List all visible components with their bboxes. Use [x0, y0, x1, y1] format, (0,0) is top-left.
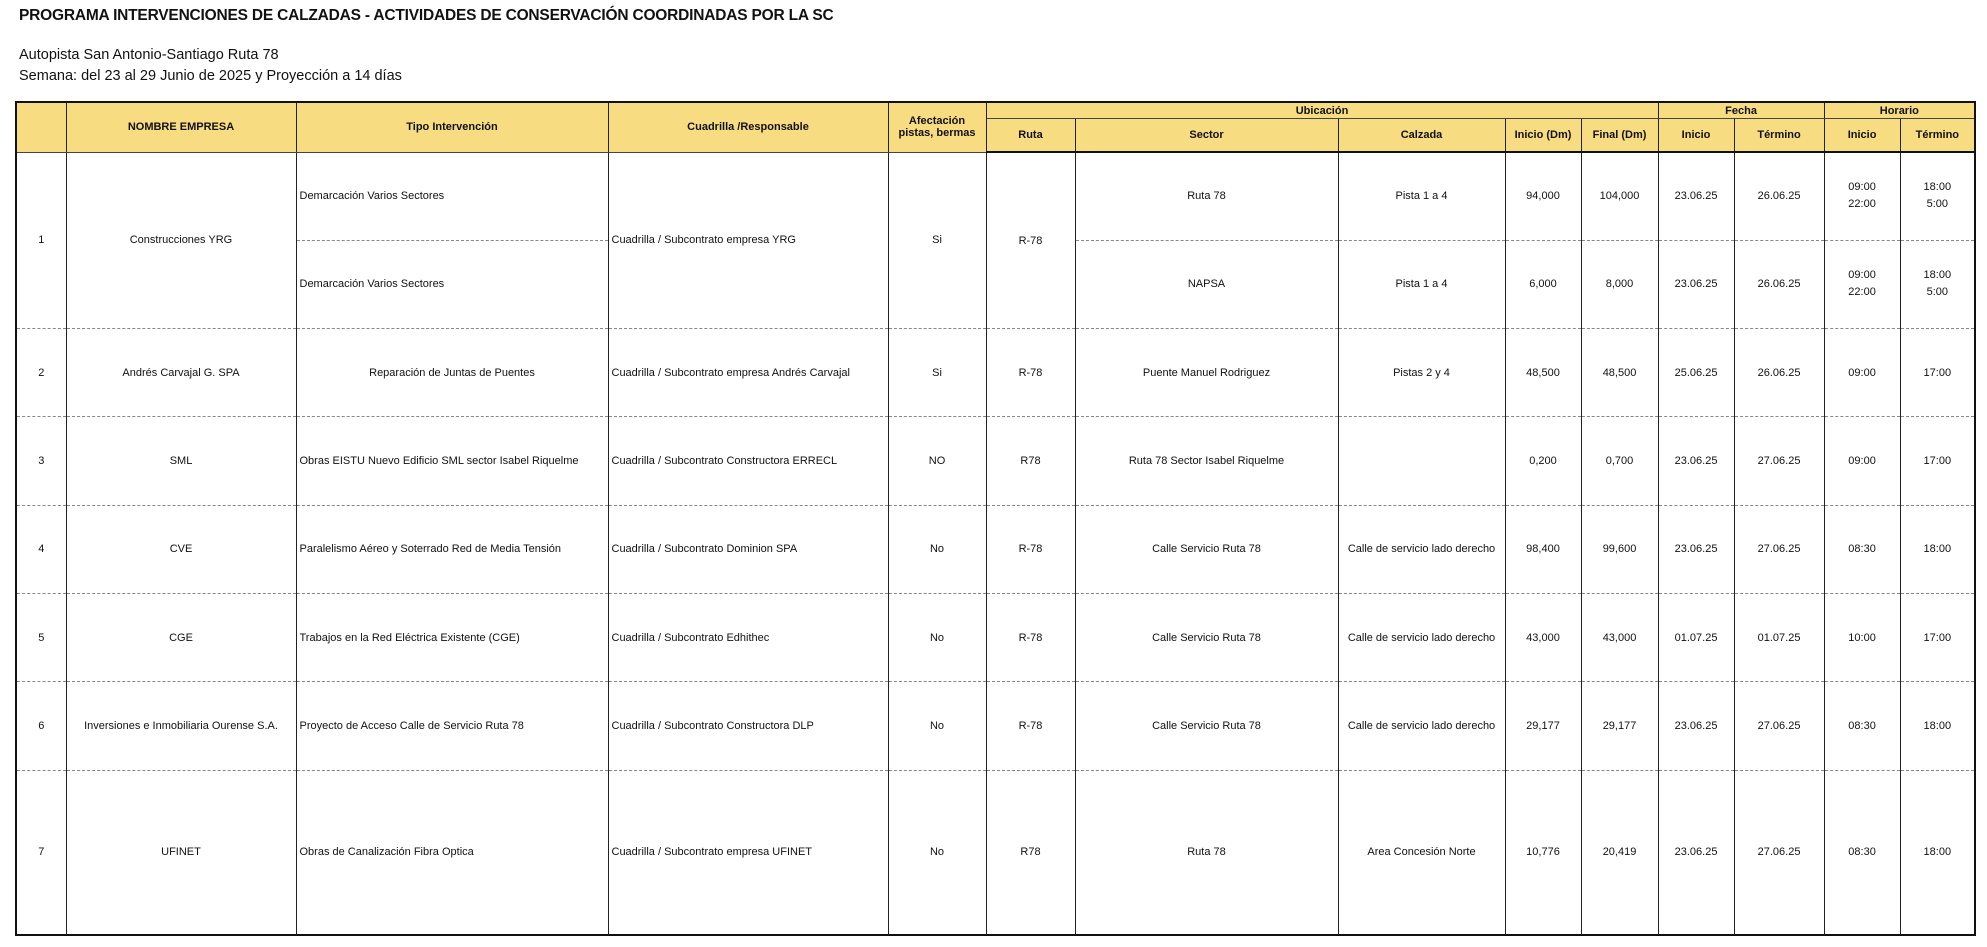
fecha-inicio-cell: 23.06.25 [1658, 770, 1734, 935]
header-final-dm: Final (Dm) [1581, 119, 1658, 153]
fecha-inicio-cell: 23.06.25 [1658, 682, 1734, 770]
horario-termino-cell: 18:00 [1900, 770, 1975, 935]
calzada-cell: Calle de servicio lado derecho [1338, 594, 1505, 682]
row-number: 5 [16, 594, 66, 682]
subtitle-week: Semana: del 23 al 29 Junio de 2025 y Proyección a 14 días [19, 68, 402, 84]
header-ruta: Ruta [986, 119, 1075, 153]
table-header [16, 102, 1975, 152]
inicio-dm-cell: 0,200 [1505, 417, 1581, 505]
interventions-table [15, 101, 1976, 936]
header-ubicacion: Ubicación [986, 102, 1658, 119]
fecha-inicio-cell: 01.07.25 [1658, 594, 1734, 682]
fecha-inicio-cell: 23.06.25 [1658, 417, 1734, 505]
cuadrilla-cell: Cuadrilla / Subcontrato empresa UFINET [608, 770, 888, 935]
sector-cell: Ruta 78 [1075, 152, 1338, 240]
horario-inicio-cell: 08:30 [1824, 505, 1900, 593]
cuadrilla-cell: Cuadrilla / Subcontrato empresa YRG [608, 152, 888, 329]
final-dm-cell: 43,000 [1581, 594, 1658, 682]
inicio-dm-cell: 98,400 [1505, 505, 1581, 593]
empresa-cell: Andrés Carvajal G. SPA [66, 329, 296, 417]
calzada-cell: Pistas 2 y 4 [1338, 329, 1505, 417]
horario-inicio-cell: 08:30 [1824, 770, 1900, 935]
tipo-cell: Trabajos en la Red Eléctrica Existente (CGE) [296, 594, 608, 682]
row-number: 4 [16, 505, 66, 593]
afectacion-cell: Si [888, 152, 986, 329]
cuadrilla-cell: Cuadrilla / Subcontrato Edhithec [608, 594, 888, 682]
inicio-dm-cell: 6,000 [1505, 240, 1581, 328]
horario-termino-cell: 17:00 [1900, 417, 1975, 505]
row-number: 7 [16, 770, 66, 935]
final-dm-cell: 20,419 [1581, 770, 1658, 935]
fecha-inicio-cell: 25.06.25 [1658, 329, 1734, 417]
final-dm-cell: 0,700 [1581, 417, 1658, 505]
tipo-cell: Reparación de Juntas de Puentes [296, 329, 608, 417]
table-row [16, 505, 1975, 593]
inicio-dm-cell: 10,776 [1505, 770, 1581, 935]
inicio-dm-cell: 48,500 [1505, 329, 1581, 417]
empresa-cell: Inversiones e Inmobiliaria Ourense S.A. [66, 682, 296, 770]
afectacion-cell: Si [888, 329, 986, 417]
horario-inicio-cell: 10:00 [1824, 594, 1900, 682]
fecha-termino-cell: 26.06.25 [1734, 152, 1824, 240]
header-sector: Sector [1075, 119, 1338, 153]
tipo-cell: Paralelismo Aéreo y Soterrado Red de Media Tensión [296, 505, 608, 593]
horario-termino-cell [1900, 152, 1975, 240]
horario-inicio-cell [1824, 240, 1900, 328]
tipo-cell: Demarcación Varios Sectores [296, 152, 608, 240]
header-fecha: Fecha [1658, 102, 1824, 119]
horario-termino-cell: 18:00 [1900, 505, 1975, 593]
table-row [16, 770, 1975, 935]
header-fecha-termino: Término [1734, 119, 1824, 153]
header-fecha-inicio: Inicio [1658, 119, 1734, 153]
fecha-termino-cell: 26.06.25 [1734, 329, 1824, 417]
fecha-inicio-cell: 23.06.25 [1658, 152, 1734, 240]
horario-inicio-2: 22:00 [1848, 198, 1876, 211]
ruta-cell: R78 [986, 417, 1075, 505]
final-dm-cell: 48,500 [1581, 329, 1658, 417]
header-horario: Horario [1824, 102, 1975, 119]
header-tipo: Tipo Intervención [296, 102, 608, 152]
calzada-cell: Pista 1 a 4 [1338, 240, 1505, 328]
document-title: PROGRAMA INTERVENCIONES DE CALZADAS - ACTIVIDADES DE CONSERVACIÓN COORDINADAS POR LA SC [19, 7, 834, 24]
header-horario-termino: Término [1900, 119, 1975, 153]
empresa-cell: CVE [66, 505, 296, 593]
final-dm-cell: 104,000 [1581, 152, 1658, 240]
afectacion-cell: No [888, 770, 986, 935]
table-row [16, 152, 1975, 240]
empresa-cell: Construcciones YRG [66, 152, 296, 329]
calzada-cell: Area Concesión Norte [1338, 770, 1505, 935]
tipo-cell: Obras de Canalización Fibra Optica [296, 770, 608, 935]
row-number: 1 [16, 152, 66, 329]
fecha-termino-cell: 26.06.25 [1734, 240, 1824, 328]
tipo-cell: Proyecto de Acceso Calle de Servicio Ruta 78 [296, 682, 608, 770]
horario-inicio-cell [1824, 152, 1900, 240]
empresa-cell: CGE [66, 594, 296, 682]
tipo-cell: Obras EISTU Nuevo Edificio SML sector Isabel Riquelme [296, 417, 608, 505]
table-row [16, 682, 1975, 770]
afectacion-cell: NO [888, 417, 986, 505]
horario-inicio-cell: 09:00 [1824, 417, 1900, 505]
afectacion-cell: No [888, 682, 986, 770]
sector-cell: Puente Manuel Rodriguez [1075, 329, 1338, 417]
horario-inicio-1: 09:00 [1848, 181, 1876, 194]
ruta-cell: R-78 [986, 152, 1075, 329]
horario-inicio-2: 22:00 [1848, 286, 1876, 299]
header-num [16, 102, 66, 152]
header-afectacion-l2: pistas, bermas [898, 127, 976, 140]
horario-inicio-1: 09:00 [1848, 269, 1876, 282]
cuadrilla-cell: Cuadrilla / Subcontrato Constructora ERRECL [608, 417, 888, 505]
table-row [16, 594, 1975, 682]
final-dm-cell: 99,600 [1581, 505, 1658, 593]
empresa-cell: SML [66, 417, 296, 505]
cuadrilla-cell: Cuadrilla / Subcontrato Constructora DLP [608, 682, 888, 770]
inicio-dm-cell: 29,177 [1505, 682, 1581, 770]
horario-termino-cell: 17:00 [1900, 594, 1975, 682]
subtitle-highway: Autopista San Antonio-Santiago Ruta 78 [19, 47, 279, 63]
table-row [16, 417, 1975, 505]
header-afectacion [888, 102, 986, 152]
ruta-cell: R-78 [986, 682, 1075, 770]
header-horario-inicio: Inicio [1824, 119, 1900, 153]
header-inicio-dm: Inicio (Dm) [1505, 119, 1581, 153]
calzada-cell: Pista 1 a 4 [1338, 152, 1505, 240]
afectacion-cell: No [888, 505, 986, 593]
horario-termino-1: 18:00 [1923, 269, 1952, 282]
final-dm-cell: 8,000 [1581, 240, 1658, 328]
horario-termino-cell [1900, 240, 1975, 328]
horario-inicio-cell: 08:30 [1824, 682, 1900, 770]
ruta-cell: R-78 [986, 505, 1075, 593]
horario-termino-cell: 18:00 [1900, 682, 1975, 770]
tipo-cell: Demarcación Varios Sectores [296, 240, 608, 328]
inicio-dm-cell: 94,000 [1505, 152, 1581, 240]
ruta-cell: R-78 [986, 329, 1075, 417]
cuadrilla-cell: Cuadrilla / Subcontrato empresa Andrés Carvajal [608, 329, 888, 417]
horario-inicio-cell: 09:00 [1824, 329, 1900, 417]
row-number: 3 [16, 417, 66, 505]
header-afectacion-l1: Afectación [908, 115, 966, 128]
ruta-cell: R-78 [986, 594, 1075, 682]
afectacion-cell: No [888, 594, 986, 682]
row-number: 2 [16, 329, 66, 417]
sector-cell: NAPSA [1075, 240, 1338, 328]
fecha-termino-cell: 27.06.25 [1734, 417, 1824, 505]
empresa-cell: UFINET [66, 770, 296, 935]
sector-cell: Calle Servicio Ruta 78 [1075, 682, 1338, 770]
inicio-dm-cell: 43,000 [1505, 594, 1581, 682]
horario-termino-cell: 17:00 [1900, 329, 1975, 417]
fecha-termino-cell: 27.06.25 [1734, 682, 1824, 770]
ruta-cell: R78 [986, 770, 1075, 935]
sector-cell: Calle Servicio Ruta 78 [1075, 594, 1338, 682]
fecha-termino-cell: 01.07.25 [1734, 594, 1824, 682]
fecha-termino-cell: 27.06.25 [1734, 770, 1824, 935]
sector-cell: Ruta 78 Sector Isabel Riquelme [1075, 417, 1338, 505]
sector-cell: Ruta 78 [1075, 770, 1338, 935]
cuadrilla-cell: Cuadrilla / Subcontrato Dominion SPA [608, 505, 888, 593]
header-calzada: Calzada [1338, 119, 1505, 153]
horario-termino-1: 18:00 [1923, 181, 1952, 194]
final-dm-cell: 29,177 [1581, 682, 1658, 770]
header-cuadrilla: Cuadrilla /Responsable [608, 102, 888, 152]
sector-cell: Calle Servicio Ruta 78 [1075, 505, 1338, 593]
row-number: 6 [16, 682, 66, 770]
fecha-inicio-cell: 23.06.25 [1658, 505, 1734, 593]
header-empresa: NOMBRE EMPRESA [66, 102, 296, 152]
table-row [16, 329, 1975, 417]
calzada-cell [1338, 417, 1505, 505]
horario-termino-2: 5:00 [1926, 286, 1949, 299]
fecha-inicio-cell: 23.06.25 [1658, 240, 1734, 328]
calzada-cell: Calle de servicio lado derecho [1338, 505, 1505, 593]
calzada-cell: Calle de servicio lado derecho [1338, 682, 1505, 770]
fecha-termino-cell: 27.06.25 [1734, 505, 1824, 593]
horario-termino-2: 5:00 [1926, 198, 1949, 211]
